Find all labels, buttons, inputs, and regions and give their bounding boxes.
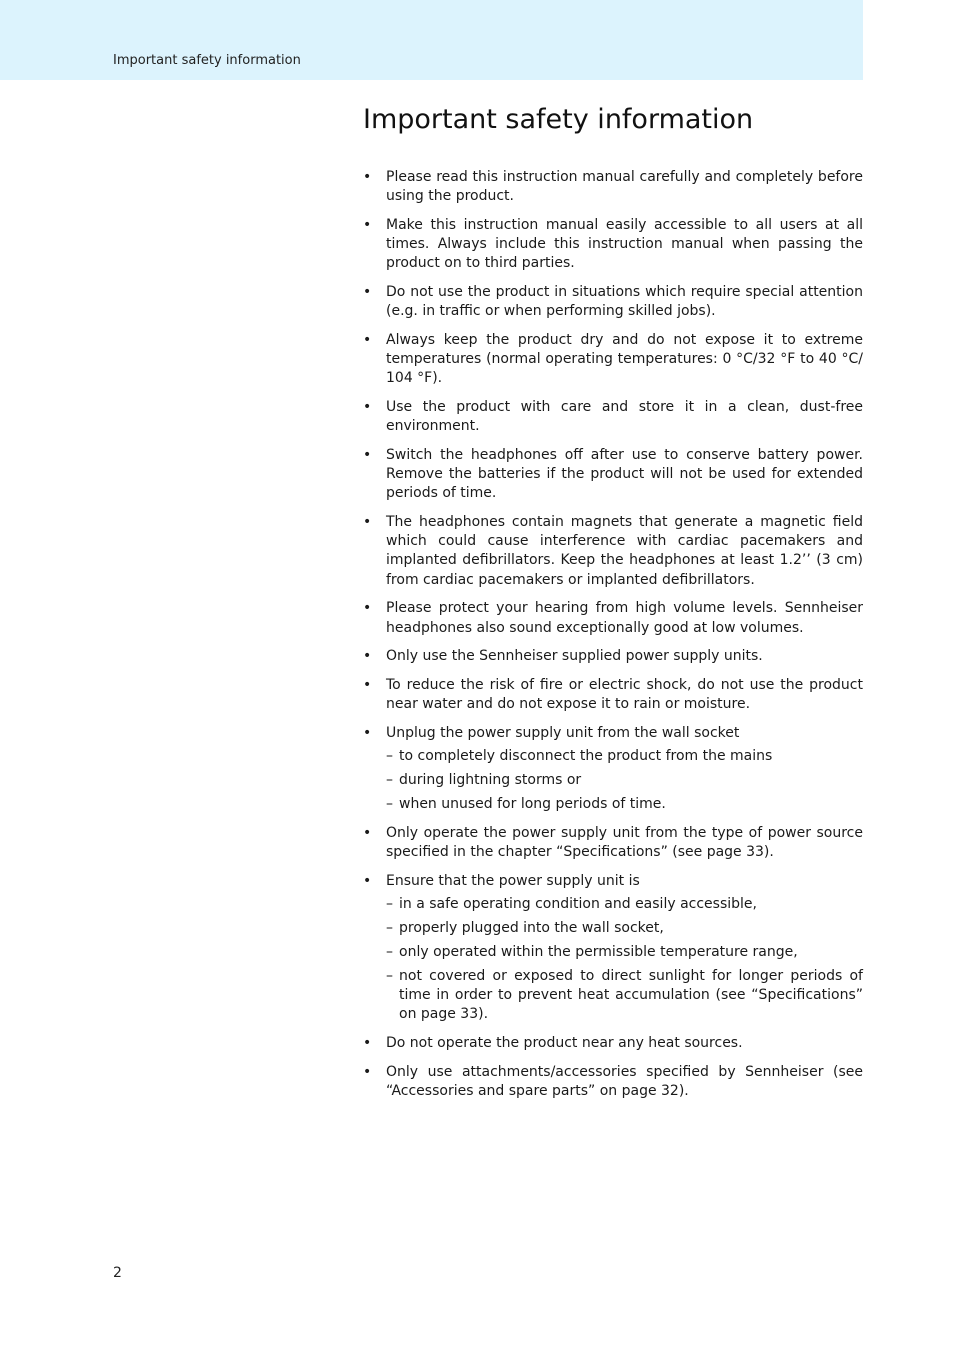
safety-item bbox=[363, 647, 863, 666]
safety-list bbox=[363, 168, 863, 1101]
safety-sublist bbox=[386, 747, 863, 814]
safety-item bbox=[363, 331, 863, 389]
header-band bbox=[0, 0, 863, 80]
running-header: Important safety information bbox=[113, 53, 301, 68]
safety-content bbox=[363, 168, 863, 1111]
safety-item-text: • Use the product with care and store it in a clean, dust-free environment. bbox=[386, 399, 863, 435]
safety-subitem: – during lightning storms or bbox=[386, 771, 863, 790]
safety-item bbox=[363, 216, 863, 274]
safety-subitem: – to completely disconnect the product from the mains bbox=[386, 747, 863, 766]
safety-item-text: • Only operate the power supply unit from the type of power source specified in the chapter “Specifications” (see page 33). bbox=[386, 824, 863, 860]
safety-item-text: • Switch the headphones off after use to conserve battery power. Remove the batteries if the product will not be used for extended periods of time. bbox=[386, 446, 863, 502]
page-number: 2 bbox=[113, 1265, 122, 1281]
safety-item-text: • Do not operate the product near any heat sources. bbox=[386, 1035, 743, 1051]
safety-item bbox=[363, 446, 863, 504]
safety-subitem: – only operated within the permissible temperature range, bbox=[386, 943, 863, 962]
safety-item bbox=[363, 513, 863, 590]
safety-item-text: • To reduce the risk of fire or electric shock, do not use the product near water and do not expose it to rain or moisture. bbox=[386, 676, 863, 713]
safety-subitem: – properly plugged into the wall socket, bbox=[386, 919, 863, 938]
safety-item-text: • Only use the Sennheiser supplied power supply units. bbox=[386, 648, 763, 665]
safety-item-text: • Do not use the product in situations which require special attention (e.g. in traffic or when performing skilled jobs). bbox=[386, 284, 863, 320]
safety-item bbox=[363, 872, 863, 1025]
safety-subitem: – not covered or exposed to direct sunlight for longer periods of time in order to prevent heat accumulation (see “Specifications” on page 33). bbox=[386, 967, 863, 1025]
safety-item-text: • Always keep the product dry and do not expose it to extreme temperatures (normal operating temperatures: 0 °C/32 °F to 40 °C/ 104 °F). bbox=[386, 331, 863, 387]
safety-sublist bbox=[386, 895, 863, 1025]
safety-item-text: • Please read this instruction manual carefully and completely before using the product. bbox=[386, 169, 863, 205]
safety-item-text: • The headphones contain magnets that generate a magnetic field which could cause interference with cardiac pacemakers and implanted defibrillators. Keep the headphones at least 1.2’’ (3 cm) from cardiac pacemakers or implanted defibrillators. bbox=[386, 514, 863, 588]
safety-item bbox=[363, 824, 863, 862]
safety-item-text: • Only use attachments/accessories specified by Sennheiser (see “Accessories and spare parts” on page 32). bbox=[386, 1063, 863, 1099]
safety-item bbox=[363, 676, 863, 714]
safety-item bbox=[363, 724, 863, 814]
safety-item bbox=[363, 599, 863, 637]
safety-item bbox=[363, 283, 863, 321]
safety-item bbox=[363, 1063, 863, 1101]
safety-item-text: • Unplug the power supply unit from the wall socket bbox=[386, 724, 740, 741]
safety-item-text: • Please protect your hearing from high volume levels. Sennheiser headphones also sound exceptionally good at low volumes. bbox=[386, 600, 863, 636]
safety-item bbox=[363, 168, 863, 206]
safety-item bbox=[363, 1034, 863, 1053]
safety-item-text: • Make this instruction manual easily accessible to all users at all times. Always include this instruction manual when passing the product on to third parties. bbox=[386, 216, 863, 272]
safety-subitem: – in a safe operating condition and easily accessible, bbox=[386, 895, 863, 914]
safety-subitem: – when unused for long periods of time. bbox=[386, 795, 863, 814]
page-title: Important safety information bbox=[363, 104, 754, 135]
safety-item-text: • Ensure that the power supply unit is bbox=[386, 872, 640, 889]
safety-item bbox=[363, 398, 863, 436]
